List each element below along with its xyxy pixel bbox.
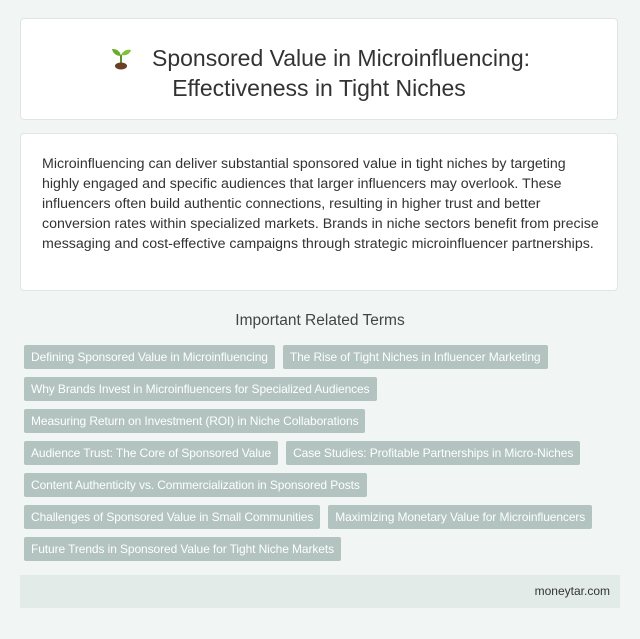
title-line-1: Sponsored Value in Microinfluencing:: [151, 45, 531, 71]
related-terms-list: [24, 345, 620, 561]
page-title: [21, 43, 617, 103]
term-tag[interactable]: Defining Sponsored Value in Microinfluencing: [24, 345, 275, 369]
related-terms-heading: Important Related Terms: [235, 312, 405, 329]
term-tag[interactable]: Maximizing Monetary Value for Microinfluencers: [328, 505, 592, 529]
term-tag[interactable]: Future Trends in Sponsored Value for Tight Niche Markets: [24, 537, 341, 561]
term-tag[interactable]: Measuring Return on Investment (ROI) in Niche Collaborations: [24, 409, 365, 433]
footer: [20, 575, 620, 608]
sprout-icon: [108, 44, 134, 70]
term-tag[interactable]: Challenges of Sponsored Value in Small Communities: [24, 505, 320, 529]
term-tag[interactable]: The Rise of Tight Niches in Influencer Marketing: [283, 345, 548, 369]
term-tag[interactable]: Audience Trust: The Core of Sponsored Value: [24, 441, 278, 465]
term-tag[interactable]: Why Brands Invest in Microinfluencers for Specialized Audiences: [24, 377, 377, 401]
summary-card: [20, 133, 618, 291]
footer-site-link[interactable]: moneytar.com: [534, 584, 610, 598]
title-card: [20, 18, 618, 120]
term-tag[interactable]: Case Studies: Profitable Partnerships in Micro-Niches: [286, 441, 580, 465]
summary-text: Microinfluencing can deliver substantial sponsored value in tight niches by targeting highly engaged and specific audiences that larger influencers may overlook. These influencers often build authentic connections, resulting in higher trust and better conversion rates within specialized markets. Brands in niche sectors benefit from precise messaging and cost-effective campaigns through strategic microinfluencer partnerships.: [42, 156, 599, 252]
term-tag[interactable]: Content Authenticity vs. Commercialization in Sponsored Posts: [24, 473, 367, 497]
title-line-2: Effectiveness in Tight Niches: [172, 75, 466, 101]
